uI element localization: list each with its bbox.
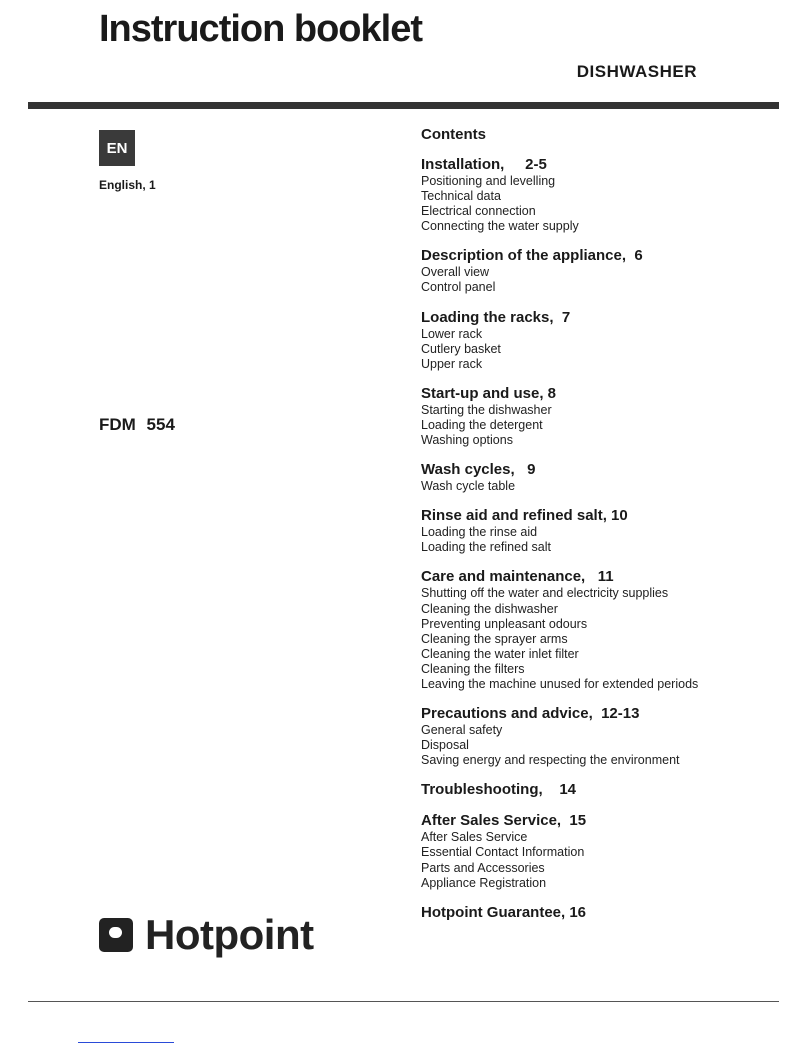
contents-section [421,812,801,890]
contents-section [421,309,801,372]
section-item: General safety [421,723,503,738]
section-title: Precautions and advice, 12-13 [421,705,640,723]
section-item: Overall view [421,265,490,280]
section-item: Washing options [421,433,513,448]
contents-section-list [421,156,801,922]
section-title: Troubleshooting, 14 [421,781,577,799]
top-divider [28,102,779,109]
language-badge: EN [99,130,135,166]
section-item: Parts and Accessories [421,860,545,875]
section-item: Control panel [421,280,496,295]
section-title: Rinse aid and refined salt, 10 [421,507,628,525]
section-item: Appliance Registration [421,875,547,890]
contents-section [421,568,801,692]
contents-section [421,705,801,768]
contents-section [421,507,801,555]
section-title: Hotpoint Guarantee, 16 [421,903,587,921]
section-item: Electrical connection [421,204,536,219]
section-item: Cleaning the water inlet filter [421,646,579,661]
section-item: Shutting off the water and electricity supplies [421,586,669,601]
language-page-ref: English, 1 [99,178,156,192]
model-number: FDM 554 [99,415,175,434]
section-title: Description of the appliance, 6 [421,247,643,265]
section-item: Positioning and levelling [421,174,556,188]
page-title: Instruction booklet [99,8,422,50]
section-item: Technical data [421,189,501,204]
brand-logo-text: Hotpoint [145,911,314,958]
section-title: Wash cycles, 9 [421,461,536,479]
section-item: Disposal [421,738,469,753]
section-item: Cleaning the sprayer arms [421,631,568,646]
section-item: Loading the detergent [421,417,543,432]
section-item: Leaving the machine unused for extended periods [421,676,699,691]
brand-logo [99,910,314,960]
contents-section [421,385,801,448]
section-title: Installation, 2-5 [421,156,547,173]
contents-section [421,781,801,799]
section-item: Saving energy and respecting the environment [421,753,680,768]
section-item: Cleaning the filters [421,661,525,676]
section-item: Connecting the water supply [421,219,579,234]
section-item: Loading the refined salt [421,540,551,555]
section-item: Lower rack [421,326,483,341]
contents-section [421,461,801,494]
section-title: Start-up and use, 8 [421,384,557,402]
section-title: Loading the racks, 7 [421,308,571,326]
section-item: Loading the rinse aid [421,525,538,540]
section-item: Cleaning the dishwasher [421,601,558,616]
section-item: Preventing unpleasant odours [421,616,588,631]
section-title: After Sales Service, 15 [421,812,587,830]
contents-heading: Contents [421,126,486,143]
section-item: Essential Contact Information [421,845,585,860]
contents-section [421,247,801,295]
brand-logo-icon [99,918,133,952]
section-item: Upper rack [421,356,483,371]
contents-section [421,156,801,234]
section-item: Wash cycle table [421,479,516,494]
contents-section [421,904,801,922]
section-item: Cutlery basket [421,341,501,356]
bottom-divider [28,1001,779,1002]
footer-link-underline[interactable] [78,1042,174,1043]
document-subtitle: DISHWASHER [576,62,697,81]
section-title: Care and maintenance, 11 [421,568,614,586]
section-item: After Sales Service [421,830,528,845]
table-of-contents [421,126,801,935]
section-item: Starting the dishwasher [421,402,552,417]
